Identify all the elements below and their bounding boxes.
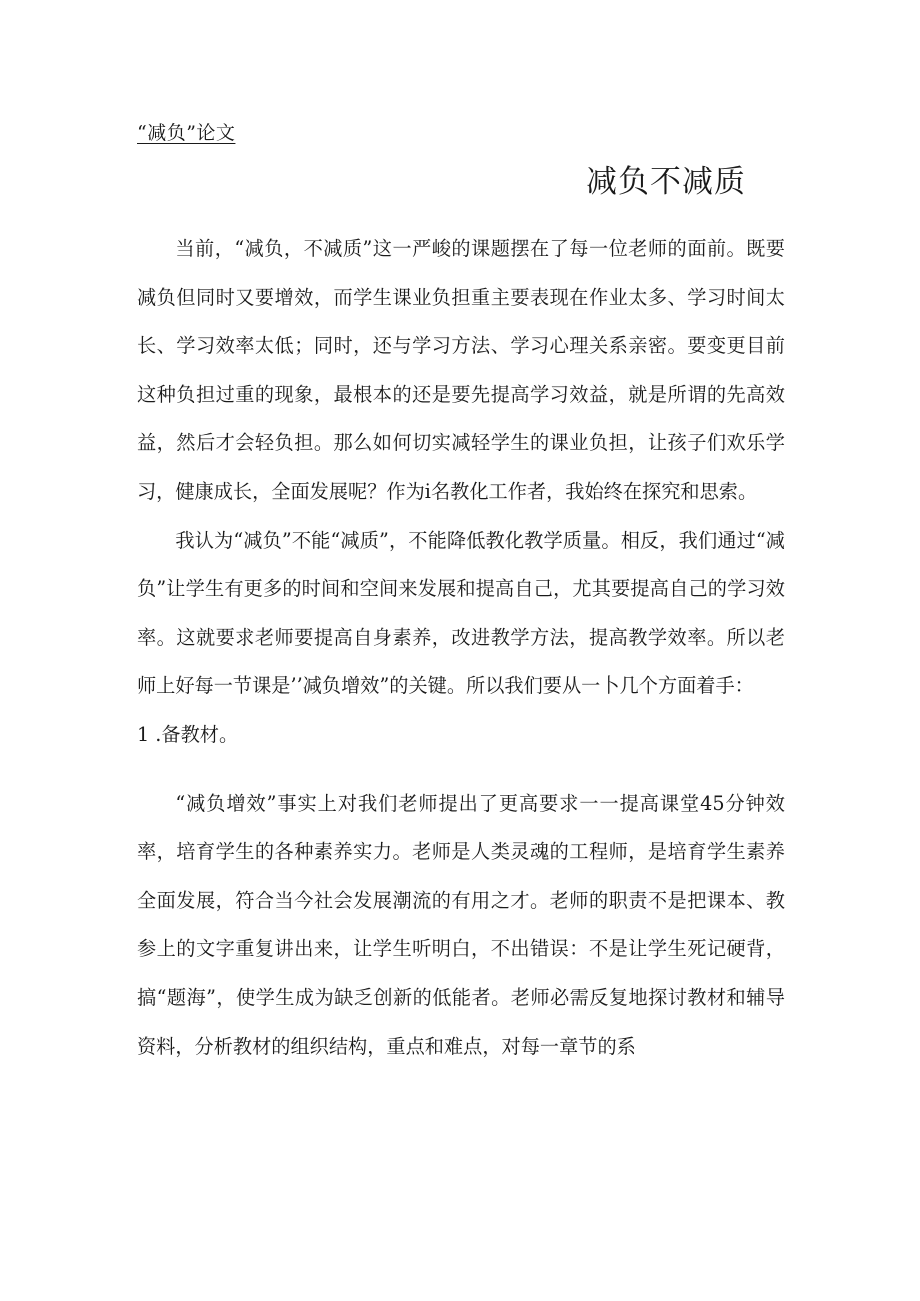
paragraph-intro: 当前，“减负，不减质”这一严峻的课题摆在了每一位老师的面前。既要减负但同时又要增效，而学生课业负担重主要表现在作业太多、学习时间太长、学习效率太低；同时，还与学习方法、学习心理关系亲密。要变更目前这种负担过重的现象，最根本的还是要先提高学习效益，就是所谓的先高效益，然后才会轻负担。那么如何切实减轻学生的课业负担，让孩子们欢乐学习，健康成长，全面发展呢？作为i名教化工作者，我始终在探究和思索。 [137,237,785,503]
document-title: 减负不减质 [586,164,746,200]
paragraph-opinion: 我认为“减负”不能“减质”，不能降低教化教学质量。相反，我们通过“减负”让学生有更多的时间和空间来发展和提高自己，尤其要提高自己的学习效率。这就要求老师要提高自身素养，改进教学方法，提高教学效率。所以老师上好每一节课是’’减负增效”的关键。所以我们要从一卜几个方面着手： [137,528,785,698]
document-header-label: “减负”论文 [137,122,236,144]
section-heading: 1 .备教材。 [137,722,239,746]
paragraph-section-1: “减负增效”事实上对我们老师提出了更高要求一一提高课堂45分钟效率，培育学生的各种素养实力。老师是人类灵魂的工程师，是培育学生素养全面发展，符合当今社会发展潮流的有用之才。老师的职责不是把课本、教参上的文字重复讲出来，让学生听明白，不出错误：不是让学生死记硬背，搞“题海”，使学生成为缺乏创新的低能者。老师必需反复地探讨教材和辅导资料，分析教材的组织结构，重点和难点，对每一章节的系 [137,791,785,1058]
document-body [137,225,785,1071]
